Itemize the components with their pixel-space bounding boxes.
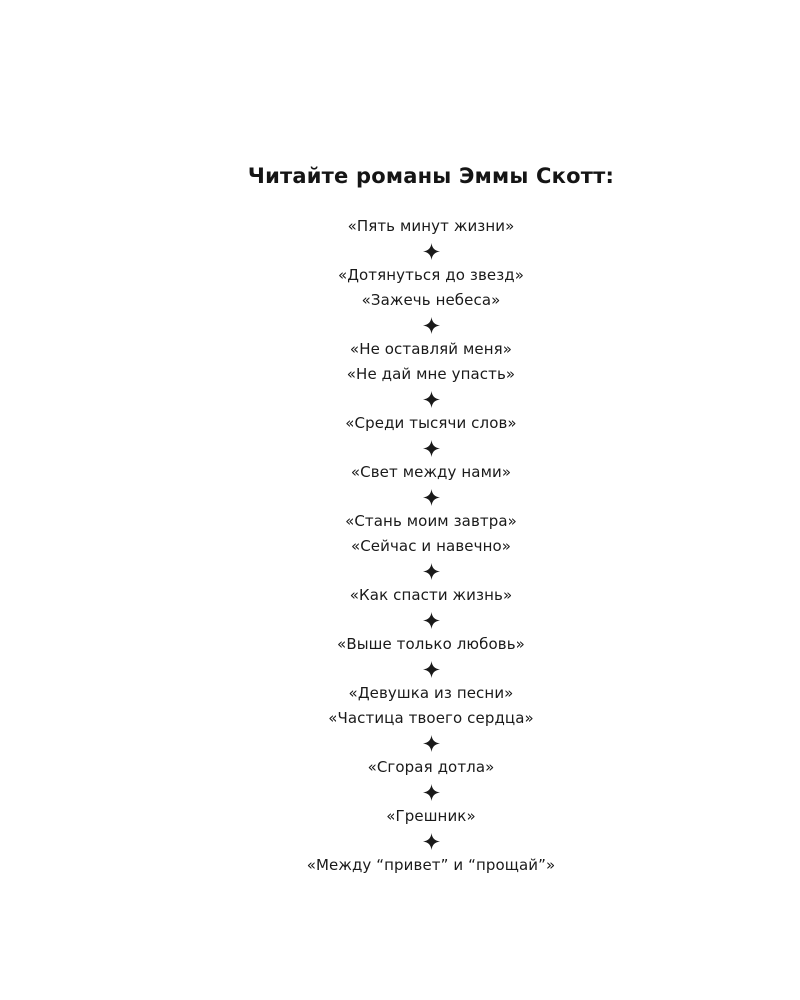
star-separator — [422, 731, 440, 755]
four-pointed-star-icon — [423, 391, 440, 408]
star-separator — [422, 239, 440, 263]
book-title: «Свет между нами» — [350, 463, 512, 481]
four-pointed-star-icon — [423, 440, 440, 457]
star-separator — [422, 657, 440, 681]
book-title: «Девушка из песни» — [348, 684, 514, 702]
book-title: «Частица твоего сердца» — [328, 709, 534, 727]
star-separator — [422, 436, 440, 460]
star-separator — [422, 313, 440, 337]
book-title: «Сгорая дотла» — [367, 758, 495, 776]
book-list — [0, 214, 800, 878]
page-heading: Читайте романы Эммы Скотт: — [247, 164, 615, 188]
star-separator — [422, 829, 440, 853]
book-title: «Зажечь небеса» — [361, 291, 501, 309]
book-title: «Пять минут жизни» — [347, 217, 515, 235]
book-title: «Грешник» — [386, 807, 476, 825]
four-pointed-star-icon — [423, 735, 440, 752]
four-pointed-star-icon — [423, 784, 440, 801]
four-pointed-star-icon — [423, 612, 440, 629]
four-pointed-star-icon — [423, 317, 440, 334]
four-pointed-star-icon — [423, 833, 440, 850]
star-separator — [422, 559, 440, 583]
book-title: «Как спасти жизнь» — [349, 586, 513, 604]
book-title: «Сейчас и навечно» — [350, 537, 512, 555]
book-title: «Выше только любовь» — [337, 635, 525, 653]
star-separator — [422, 485, 440, 509]
four-pointed-star-icon — [423, 661, 440, 678]
book-title: «Стань моим завтра» — [345, 512, 517, 530]
four-pointed-star-icon — [423, 489, 440, 506]
book-title: «Между “привет” и “прощай”» — [306, 856, 556, 874]
four-pointed-star-icon — [423, 243, 440, 260]
book-title: «Не дай мне упасть» — [346, 365, 516, 383]
star-separator — [422, 387, 440, 411]
book-title: «Не оставляй меня» — [349, 340, 513, 358]
book-title: «Дотянуться до звезд» — [337, 266, 525, 284]
star-separator — [422, 780, 440, 804]
four-pointed-star-icon — [423, 563, 440, 580]
star-separator — [422, 608, 440, 632]
book-title: «Среди тысячи слов» — [345, 414, 517, 432]
